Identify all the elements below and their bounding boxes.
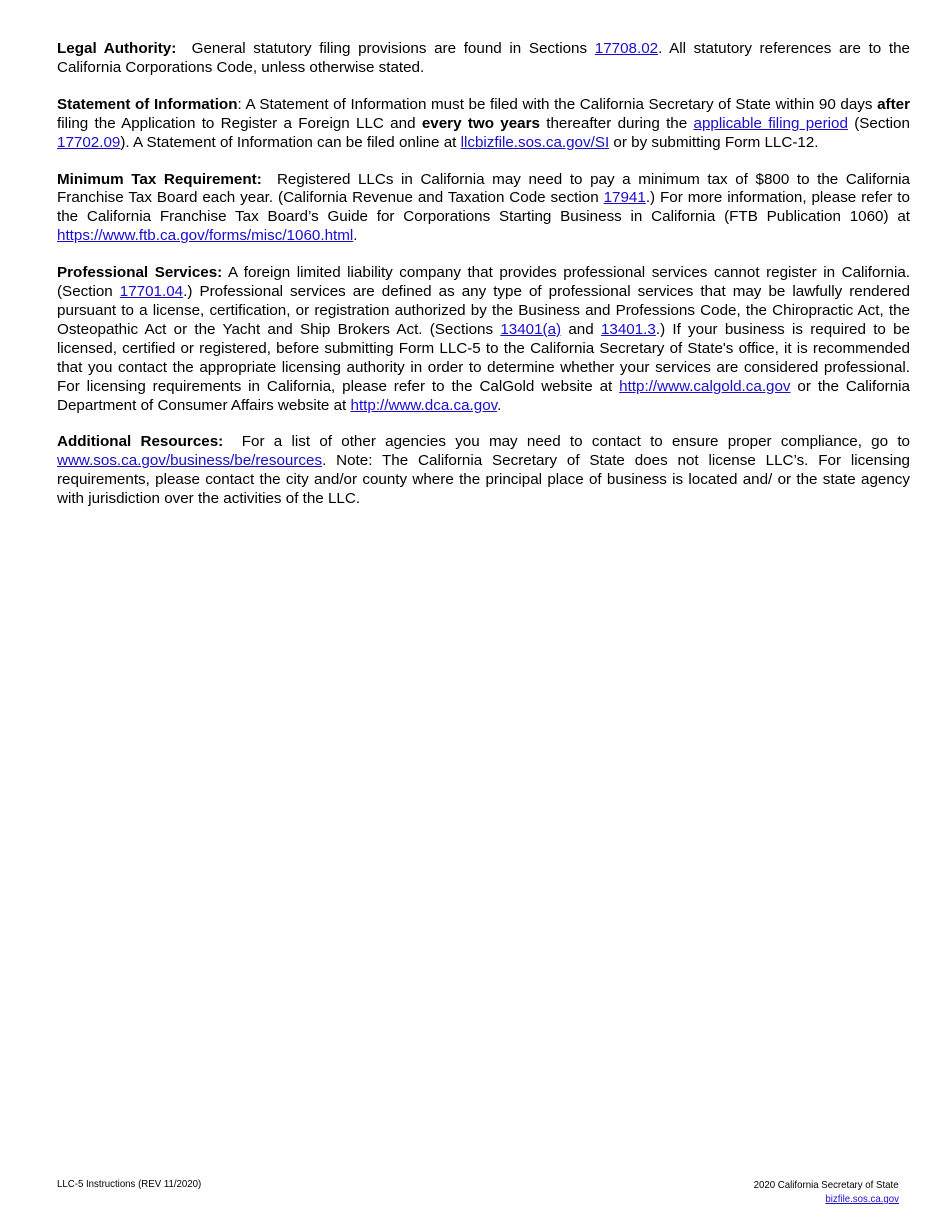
soi-text-2: filing the Application to Register a Foreign LLC and <box>57 114 416 132</box>
soi-bold-after: after <box>877 95 910 113</box>
dca-website-link[interactable]: http://www.dca.ca.gov <box>350 396 498 414</box>
section-17701-04-link[interactable]: 17701.04 <box>119 283 184 301</box>
soi-bold-every-two-years: every two years <box>421 114 540 132</box>
bizfile-site-link[interactable]: bizfile.sos.ca.gov <box>825 1193 899 1205</box>
legal-authority-text-2: . All statutory references are to the California Corporations Code, unless otherwise stated. <box>57 40 910 76</box>
section-17702-09-link[interactable]: 17702.09 <box>57 133 121 151</box>
soi-text-1: : A Statement of Information must be filed with the California Secretary of State within 90 days <box>237 95 873 113</box>
professional-services-text-6: . <box>497 396 502 414</box>
additional-resources-text-1: For a list of other agencies you may need to contact to ensure proper compliance, go to <box>241 433 910 451</box>
soi-text-3: thereafter during the <box>546 114 688 132</box>
llcbizfile-si-link[interactable]: llcbizfile.sos.ca.gov/SI <box>460 133 610 151</box>
calgold-website-link[interactable]: http://www.calgold.ca.gov <box>619 377 791 395</box>
minimum-tax-text-2: .) For more information, please refer to the California Franchise Tax Board’s Guide for Corporations Starting Business in California (FTB Publication 1060) at <box>57 189 910 226</box>
minimum-tax-text-3: . <box>353 227 358 245</box>
statement-of-information-paragraph <box>57 96 910 153</box>
professional-services-paragraph <box>57 264 910 415</box>
minimum-tax-text-1: Registered LLCs in California may need to pay a minimum tax of $800 to the California Franchise Tax Board each year. (California Revenue and Taxation Code section <box>57 170 910 207</box>
soi-text-5: ). A Statement of Information can be filed online at <box>120 133 457 151</box>
sos-business-resources-link[interactable]: www.sos.ca.gov/business/be/resources <box>57 452 323 470</box>
section-13401-a-link[interactable]: 13401(a) <box>500 320 562 338</box>
additional-resources-heading: Additional Resources: <box>57 433 224 451</box>
professional-services-heading: Professional Services: <box>57 264 223 282</box>
section-13401-3-link[interactable]: 13401.3 <box>600 320 656 338</box>
copyright-notice: 2020 California Secretary of State <box>754 1179 899 1191</box>
soi-text-6: or by submitting Form LLC-12. <box>613 133 819 151</box>
statement-of-information-heading: Statement of Information <box>57 95 238 113</box>
professional-services-text-1: A foreign limited liability company that provides professional services cannot register in California. (Section <box>57 264 910 301</box>
applicable-filing-period-link[interactable]: applicable filing period <box>693 114 848 132</box>
professional-services-text-3: and <box>568 320 594 338</box>
section-17708-02-link[interactable]: 17708.02 <box>594 40 659 57</box>
section-17941-link[interactable]: 17941 <box>603 189 646 207</box>
instructions-body <box>57 40 910 527</box>
professional-services-text-2: .) Professional services are defined as any type of professional services that may be lawfully rendered pursuant to a license, certification, or registration authorized by the Business and Professions Code, the Chiropractic Act, the Osteopathic Act or the Yacht and Ship Brokers Act. (Sections <box>57 283 910 338</box>
form-revision-label: LLC-5 Instructions (REV 11/2020) <box>57 1178 202 1190</box>
professional-services-text-4: .) If your business is required to be licensed, certified or registered, before submitting Form LLC-5 to the California Secretary of State's office, it is recommended that you contact the appropriate licensing authority in order to determine whether your services are considered professional. For licensing requirements in California, please refer to the CalGold website at <box>57 320 910 395</box>
additional-resources-paragraph <box>57 433 910 509</box>
soi-text-4: (Section <box>854 114 910 132</box>
legal-authority-heading: Legal Authority: <box>57 40 177 57</box>
additional-resources-text-2: . Note: The California Secretary of State does not license LLC’s. For licensing requirements, please contact the city and/or county where the principal place of business is located and/ or the state agency with jurisdiction over the activities of the LLC. <box>57 452 910 508</box>
legal-authority-text: General statutory filing provisions are found in Sections <box>191 40 588 57</box>
legal-authority-paragraph <box>57 40 910 78</box>
footer-right <box>741 1178 899 1206</box>
ftb-publication-1060-link[interactable]: https://www.ftb.ca.gov/forms/misc/1060.html <box>57 227 354 245</box>
minimum-tax-paragraph <box>57 171 910 247</box>
professional-services-text-5: or the California Department of Consumer Affairs website at <box>57 377 910 414</box>
minimum-tax-heading: Minimum Tax Requirement: <box>57 170 262 188</box>
